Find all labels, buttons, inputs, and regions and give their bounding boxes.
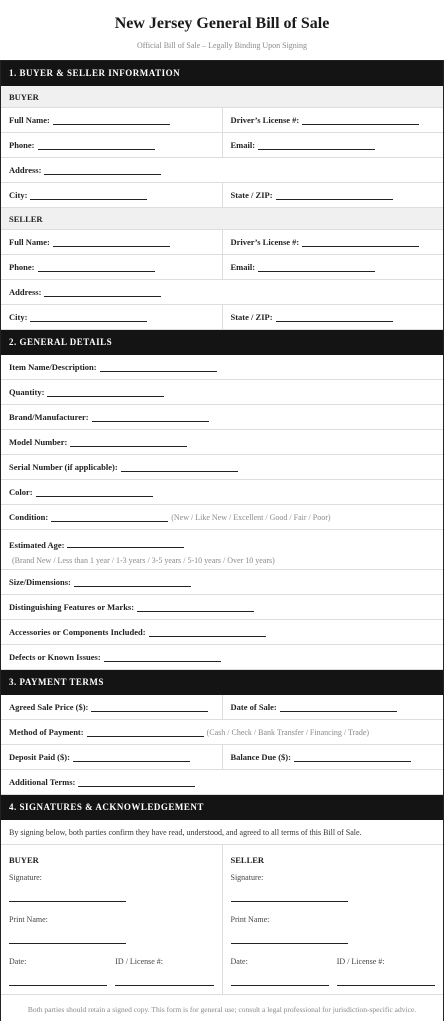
accessories-label: Accessories or Components Included: (9, 627, 146, 637)
condition-row (1, 505, 443, 530)
buyer-email-label: Email: (230, 140, 256, 150)
seller-signature-column (222, 845, 444, 994)
seller-id-field[interactable] (337, 968, 435, 986)
serial-label: Serial Number (if applicable): (9, 462, 118, 472)
brand-row (1, 405, 443, 430)
buyer-license-field[interactable] (302, 115, 419, 125)
date-of-sale-label: Date of Sale: (230, 702, 277, 712)
buyer-date-field[interactable] (9, 968, 107, 986)
buyer-state-zip-label: State / ZIP: (230, 190, 273, 200)
buyer-license-label: Driver’s License #: (230, 115, 300, 125)
buyer-print-name-label: Print Name: (9, 915, 48, 924)
buyer-city-cell (1, 183, 222, 207)
signature-block (1, 845, 443, 995)
condition-field[interactable] (51, 512, 168, 522)
agreed-price-field[interactable] (91, 702, 208, 712)
age-hint: (Brand New / Less than 1 year / 1-3 years / 3-5 years / 5-10 years / Over 10 years) (12, 555, 275, 565)
model-field[interactable] (70, 437, 187, 447)
buyer-id-field[interactable] (115, 968, 213, 986)
seller-full-name-field[interactable] (53, 237, 170, 247)
seller-address-cell (1, 280, 443, 304)
seller-email-label: Email: (230, 262, 256, 272)
color-row (1, 480, 443, 505)
section-3-heading: 3. PAYMENT TERMS (1, 670, 443, 695)
defects-label: Defects or Known Issues: (9, 652, 101, 662)
size-field[interactable] (74, 577, 191, 587)
buyer-signature-column (1, 845, 222, 994)
method-field[interactable] (87, 727, 204, 737)
color-label: Color: (9, 487, 33, 497)
price-date-row (1, 695, 443, 720)
buyer-phone-field[interactable] (38, 140, 155, 150)
buyer-license-cell (222, 108, 444, 132)
additional-terms-field[interactable] (78, 777, 195, 787)
seller-address-label: Address: (9, 287, 42, 297)
buyer-signature-heading: BUYER (9, 855, 39, 865)
acknowledgement-statement: By signing below, both parties confirm they have read, understood, and agreed to all terms of this Bill of Sale. (1, 820, 443, 845)
footer-note: Both parties should retain a signed copy. This form is for general use; consult a legal professional for jurisdiction-specific advice. (0, 995, 444, 1021)
model-row (1, 430, 443, 455)
accessories-row (1, 620, 443, 645)
seller-license-cell (222, 230, 444, 254)
serial-row (1, 455, 443, 480)
buyer-row-name (1, 108, 443, 133)
buyer-address-cell (1, 158, 443, 182)
bill-of-sale-form (0, 60, 444, 995)
seller-phone-cell (1, 255, 222, 279)
seller-phone-field[interactable] (38, 262, 155, 272)
brand-field[interactable] (92, 412, 209, 422)
color-field[interactable] (36, 487, 153, 497)
size-row (1, 570, 443, 595)
agreed-price-label: Agreed Sale Price ($): (9, 702, 89, 712)
buyer-row-city (1, 183, 443, 208)
section-2-heading: 2. GENERAL DETAILS (1, 330, 443, 355)
buyer-state-zip-field[interactable] (276, 190, 393, 200)
method-hint: (Cash / Check / Bank Transfer / Financing / Trade) (206, 727, 370, 737)
section-4-heading: 4. SIGNATURES & ACKNOWLEDGEMENT (1, 795, 443, 820)
seller-print-name-field[interactable] (231, 926, 348, 944)
seller-state-zip-field[interactable] (276, 312, 393, 322)
buyer-email-field[interactable] (258, 140, 375, 150)
buyer-email-cell (222, 133, 444, 157)
seller-signature-field[interactable] (231, 884, 348, 902)
document-title: New Jersey General Bill of Sale (114, 15, 330, 32)
buyer-city-field[interactable] (30, 190, 147, 200)
buyer-row-address (1, 158, 443, 183)
defects-field[interactable] (104, 652, 221, 662)
item-name-field[interactable] (100, 362, 217, 372)
defects-row (1, 645, 443, 670)
seller-license-field[interactable] (302, 237, 419, 247)
age-row (1, 530, 443, 570)
buyer-signature-label: Signature: (9, 873, 42, 882)
seller-phone-label: Phone: (9, 262, 35, 272)
deposit-balance-row (1, 745, 443, 770)
model-label: Model Number: (9, 437, 68, 447)
seller-license-label: Driver’s License #: (230, 237, 300, 247)
buyer-phone-label: Phone: (9, 140, 35, 150)
item-name-label: Item Name/Description: (9, 362, 97, 372)
document-subtitle: Official Bill of Sale – Legally Binding Upon Signing (136, 41, 308, 50)
brand-label: Brand/Manufacturer: (9, 412, 89, 422)
condition-label: Condition: (9, 512, 49, 522)
document-header (0, 0, 444, 60)
seller-email-field[interactable] (258, 262, 375, 272)
balance-label: Balance Due ($): (230, 752, 291, 762)
seller-full-name-label: Full Name: (9, 237, 50, 247)
seller-row-contact (1, 255, 443, 280)
seller-state-zip-cell (222, 305, 444, 329)
seller-row-address (1, 280, 443, 305)
seller-print-name-label: Print Name: (230, 915, 270, 924)
seller-state-zip-label: State / ZIP: (230, 312, 273, 322)
serial-field[interactable] (121, 462, 238, 472)
quantity-field[interactable] (47, 387, 164, 397)
features-label: Distinguishing Features or Marks: (9, 602, 135, 612)
seller-row-name (1, 230, 443, 255)
deposit-field[interactable] (73, 752, 190, 762)
seller-date-label: Date: (230, 957, 248, 966)
item-name-row (1, 355, 443, 380)
size-label: Size/Dimensions: (9, 577, 71, 587)
seller-city-label: City: (9, 312, 28, 322)
balance-field[interactable] (294, 752, 411, 762)
features-field[interactable] (137, 602, 254, 612)
buyer-date-label: Date: (9, 957, 27, 966)
condition-hint: (New / Like New / Excellent / Good / Fair / Poor) (171, 512, 331, 522)
seller-email-cell (222, 255, 444, 279)
section-1-heading: 1. BUYER & SELLER INFORMATION (1, 61, 443, 86)
buyer-subheading: BUYER (1, 86, 443, 108)
seller-address-field[interactable] (44, 287, 161, 297)
seller-row-city (1, 305, 443, 330)
buyer-print-name-field[interactable] (9, 926, 126, 944)
accessories-field[interactable] (149, 627, 266, 637)
features-row (1, 595, 443, 620)
additional-terms-label: Additional Terms: (9, 777, 76, 787)
seller-subheading: SELLER (1, 208, 443, 230)
seller-city-cell (1, 305, 222, 329)
quantity-row (1, 380, 443, 405)
buyer-address-field[interactable] (44, 165, 161, 175)
buyer-phone-cell (1, 133, 222, 157)
seller-id-label: ID / License #: (336, 957, 385, 966)
seller-date-field[interactable] (231, 968, 329, 986)
buyer-id-label: ID / License #: (115, 957, 164, 966)
age-label: Estimated Age: (9, 540, 65, 550)
date-of-sale-field[interactable] (280, 702, 397, 712)
deposit-label: Deposit Paid ($): (9, 752, 70, 762)
buyer-signature-field[interactable] (9, 884, 126, 902)
seller-signature-heading: SELLER (230, 855, 265, 865)
seller-full-name-cell (1, 230, 222, 254)
buyer-city-label: City: (9, 190, 28, 200)
quantity-label: Quantity: (9, 387, 45, 397)
buyer-row-contact (1, 133, 443, 158)
buyer-state-zip-cell (222, 183, 444, 207)
seller-signature-label: Signature: (230, 873, 264, 882)
buyer-address-label: Address: (9, 165, 42, 175)
seller-city-field[interactable] (30, 312, 147, 322)
buyer-full-name-field[interactable] (53, 115, 170, 125)
method-row (1, 720, 443, 745)
buyer-full-name-label: Full Name: (9, 115, 50, 125)
additional-terms-row (1, 770, 443, 795)
age-field[interactable] (67, 538, 184, 548)
method-label: Method of Payment: (9, 727, 84, 737)
buyer-full-name-cell (1, 108, 222, 132)
